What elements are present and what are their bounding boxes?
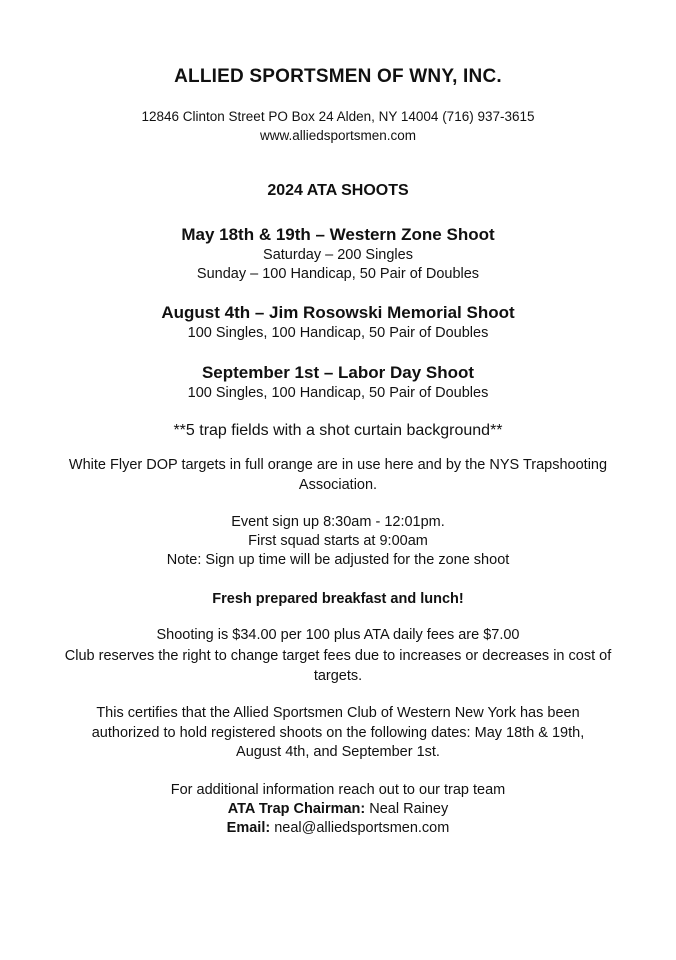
email-label: Email: [226, 820, 271, 836]
event-detail: Sunday – 100 Handicap, 50 Pair of Doubles [196, 266, 480, 282]
fees-line: targets. [313, 668, 363, 684]
website-link[interactable]: www.alliedsportsmen.com [259, 128, 417, 143]
chairman-name: Neal Rainey [369, 801, 449, 817]
schedule-line: Note: Sign up time will be adjusted for the zone shoot [166, 552, 510, 568]
chairman-label: ATA Trap Chairman: [227, 801, 366, 817]
trap-fields-highlight: **5 trap fields with a shot curtain background** [173, 422, 503, 439]
contact-intro: For additional information reach out to our trap team [170, 782, 506, 798]
fees-line: Shooting is $34.00 per 100 plus ATA daily fees are $7.00 [156, 627, 520, 643]
targets-note-line: Association. [298, 477, 378, 493]
organization-title: ALLIED SPORTSMEN OF WNY, INC. [174, 66, 502, 87]
event-detail: 100 Singles, 100 Handicap, 50 Pair of Doubles [187, 385, 489, 401]
event-title-western-zone: May 18th & 19th – Western Zone Shoot [181, 225, 495, 244]
schedule-line: First squad starts at 9:00am [248, 533, 428, 549]
event-detail: Saturday – 200 Singles [263, 247, 413, 263]
address-line: 12846 Clinton Street PO Box 24 Alden, NY 14004 (716) 937-3615 [141, 109, 535, 124]
fees-line: Club reserves the right to change target fees due to increases or decreases in cost of [64, 648, 612, 664]
event-detail: 100 Singles, 100 Handicap, 50 Pair of Doubles [187, 325, 489, 341]
event-title-memorial: August 4th – Jim Rosowski Memorial Shoot [161, 303, 515, 322]
schedule-line: Event sign up 8:30am - 12:01pm. [231, 514, 445, 530]
certification-line: authorized to hold registered shoots on the following dates: May 18th & 19th, [91, 725, 585, 741]
targets-note-line: White Flyer DOP targets in full orange are in use here and by the NYS Trapshooting [68, 457, 608, 473]
event-title-labor-day: September 1st – Labor Day Shoot [201, 363, 475, 382]
certification-line: This certifies that the Allied Sportsmen Club of Western New York has been [96, 705, 580, 721]
food-note: Fresh prepared breakfast and lunch! [212, 591, 464, 607]
email-link[interactable]: neal@alliedsportsmen.com [274, 820, 450, 836]
contact-chairman [0, 801, 676, 818]
contact-email [0, 820, 676, 837]
certification-line: August 4th, and September 1st. [236, 744, 440, 760]
section-title: 2024 ATA SHOOTS [267, 182, 409, 199]
